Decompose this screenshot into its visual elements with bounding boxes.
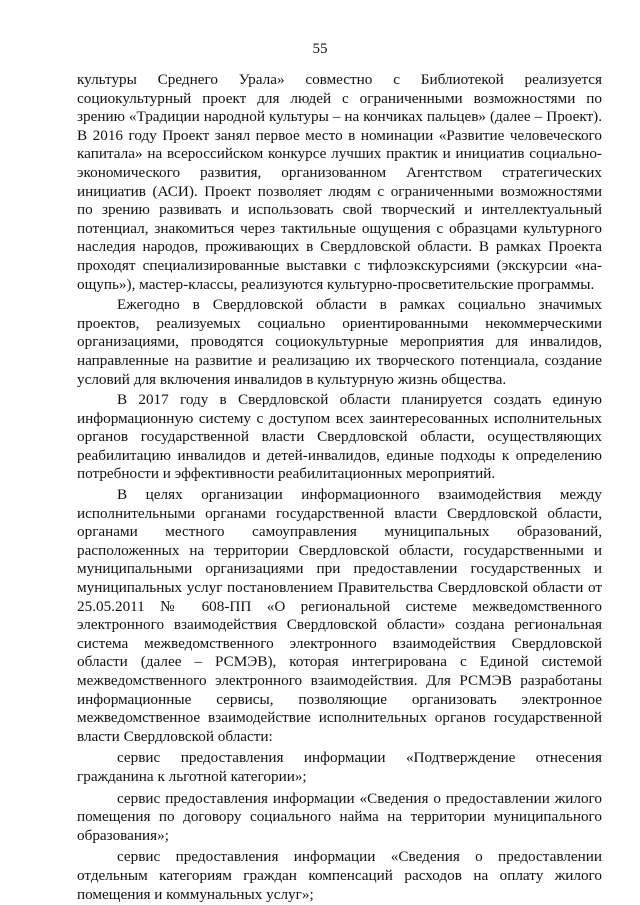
paragraph-service-housing: сервис предоставления информации «Сведения о предоставлении жилого помещения по договору социального найма на территории муниципального образования»; — [77, 789, 602, 844]
page-number: 55 — [312, 41, 328, 57]
paragraph-information-system: В 2017 году в Свердловской области планируется создать единую информационную систему с доступом всех заинтересованных исполнительных органов государственной власти Свердловской области, осуществляющих реабилитацию инвалидов и детей-инвалидов, единые подходы к определению потребности и эффективности реабилитационных мероприятий. — [77, 391, 602, 483]
paragraph-annual-events: Ежегодно в Свердловской области в рамках социально значимых проектов, реализуемых социально ориентированными некоммерческими организациями, проводятся социокультурные мероприятия для инвалидов, направленные на развитие и реализацию их творческого потенциала, создание условий для включения инвалидов в культурную жизнь общества. — [77, 296, 602, 388]
paragraph-service-compensation: сервис предоставления информации «Сведения о предоставлении отдельным категориям граждан компенсаций расходов на оплату жилого помещения и коммунальных услуг»; — [77, 848, 602, 903]
body-text — [77, 71, 602, 904]
paragraph-service-benefit-category: сервис предоставления информации «Подтверждение отнесения гражданина к льготной категории»; — [77, 749, 602, 785]
paragraph-rsmev: В целях организации информационного взаимодействия между исполнительными органами государственной власти Свердловской области, органами местного самоуправления муниципальных образований, расположенных на территории Свердловской области, государственными и муниципальными организациями при предоставлении государственных и муниципальных услуг постановлением Правительства Свердловской области от 25.05.2011 № 608-ПП «О региональной системе межведомственного электронного взаимодействия Свердловской области» создана региональная система межведомственного электронного взаимодействия Свердловской области (далее – РСМЭВ), которая интегрирована с Единой системой межведомственного электронного взаимодействия. Для РСМЭВ разработаны информационные сервисы, позволяющие организовать электронное межведомственное взаимодействие исполнительных органов государственной власти Свердловской области: — [77, 486, 602, 745]
paragraph-project-description: культуры Среднего Урала» совместно с Библиотекой реализуется социокультурный проект для людей с ограниченными возможностями по зрению «Традиции народной культуры – на кончиках пальцев» (далее – Проект). В 2016 году Проект занял первое место в номинации «Развитие человеческого капитала» на всероссийском конкурсе лучших практик и инициатив социально-экономического развития, организованном Агентством стратегических инициатив (АСИ). Проект позволяет людям с ограниченными возможностями по зрению развивать и использовать свой творческий и интеллектуальный потенциал, знакомиться через тактильные ощущения с образцами культурного наследия народов, проживающих в Свердловской области. В рамках Проекта проходят специализированные выставки с тифлоэкскурсиями (экскурсии «на-ощупь»), мастер-классы, реализуются культурно-просветительские программы. — [77, 71, 602, 293]
